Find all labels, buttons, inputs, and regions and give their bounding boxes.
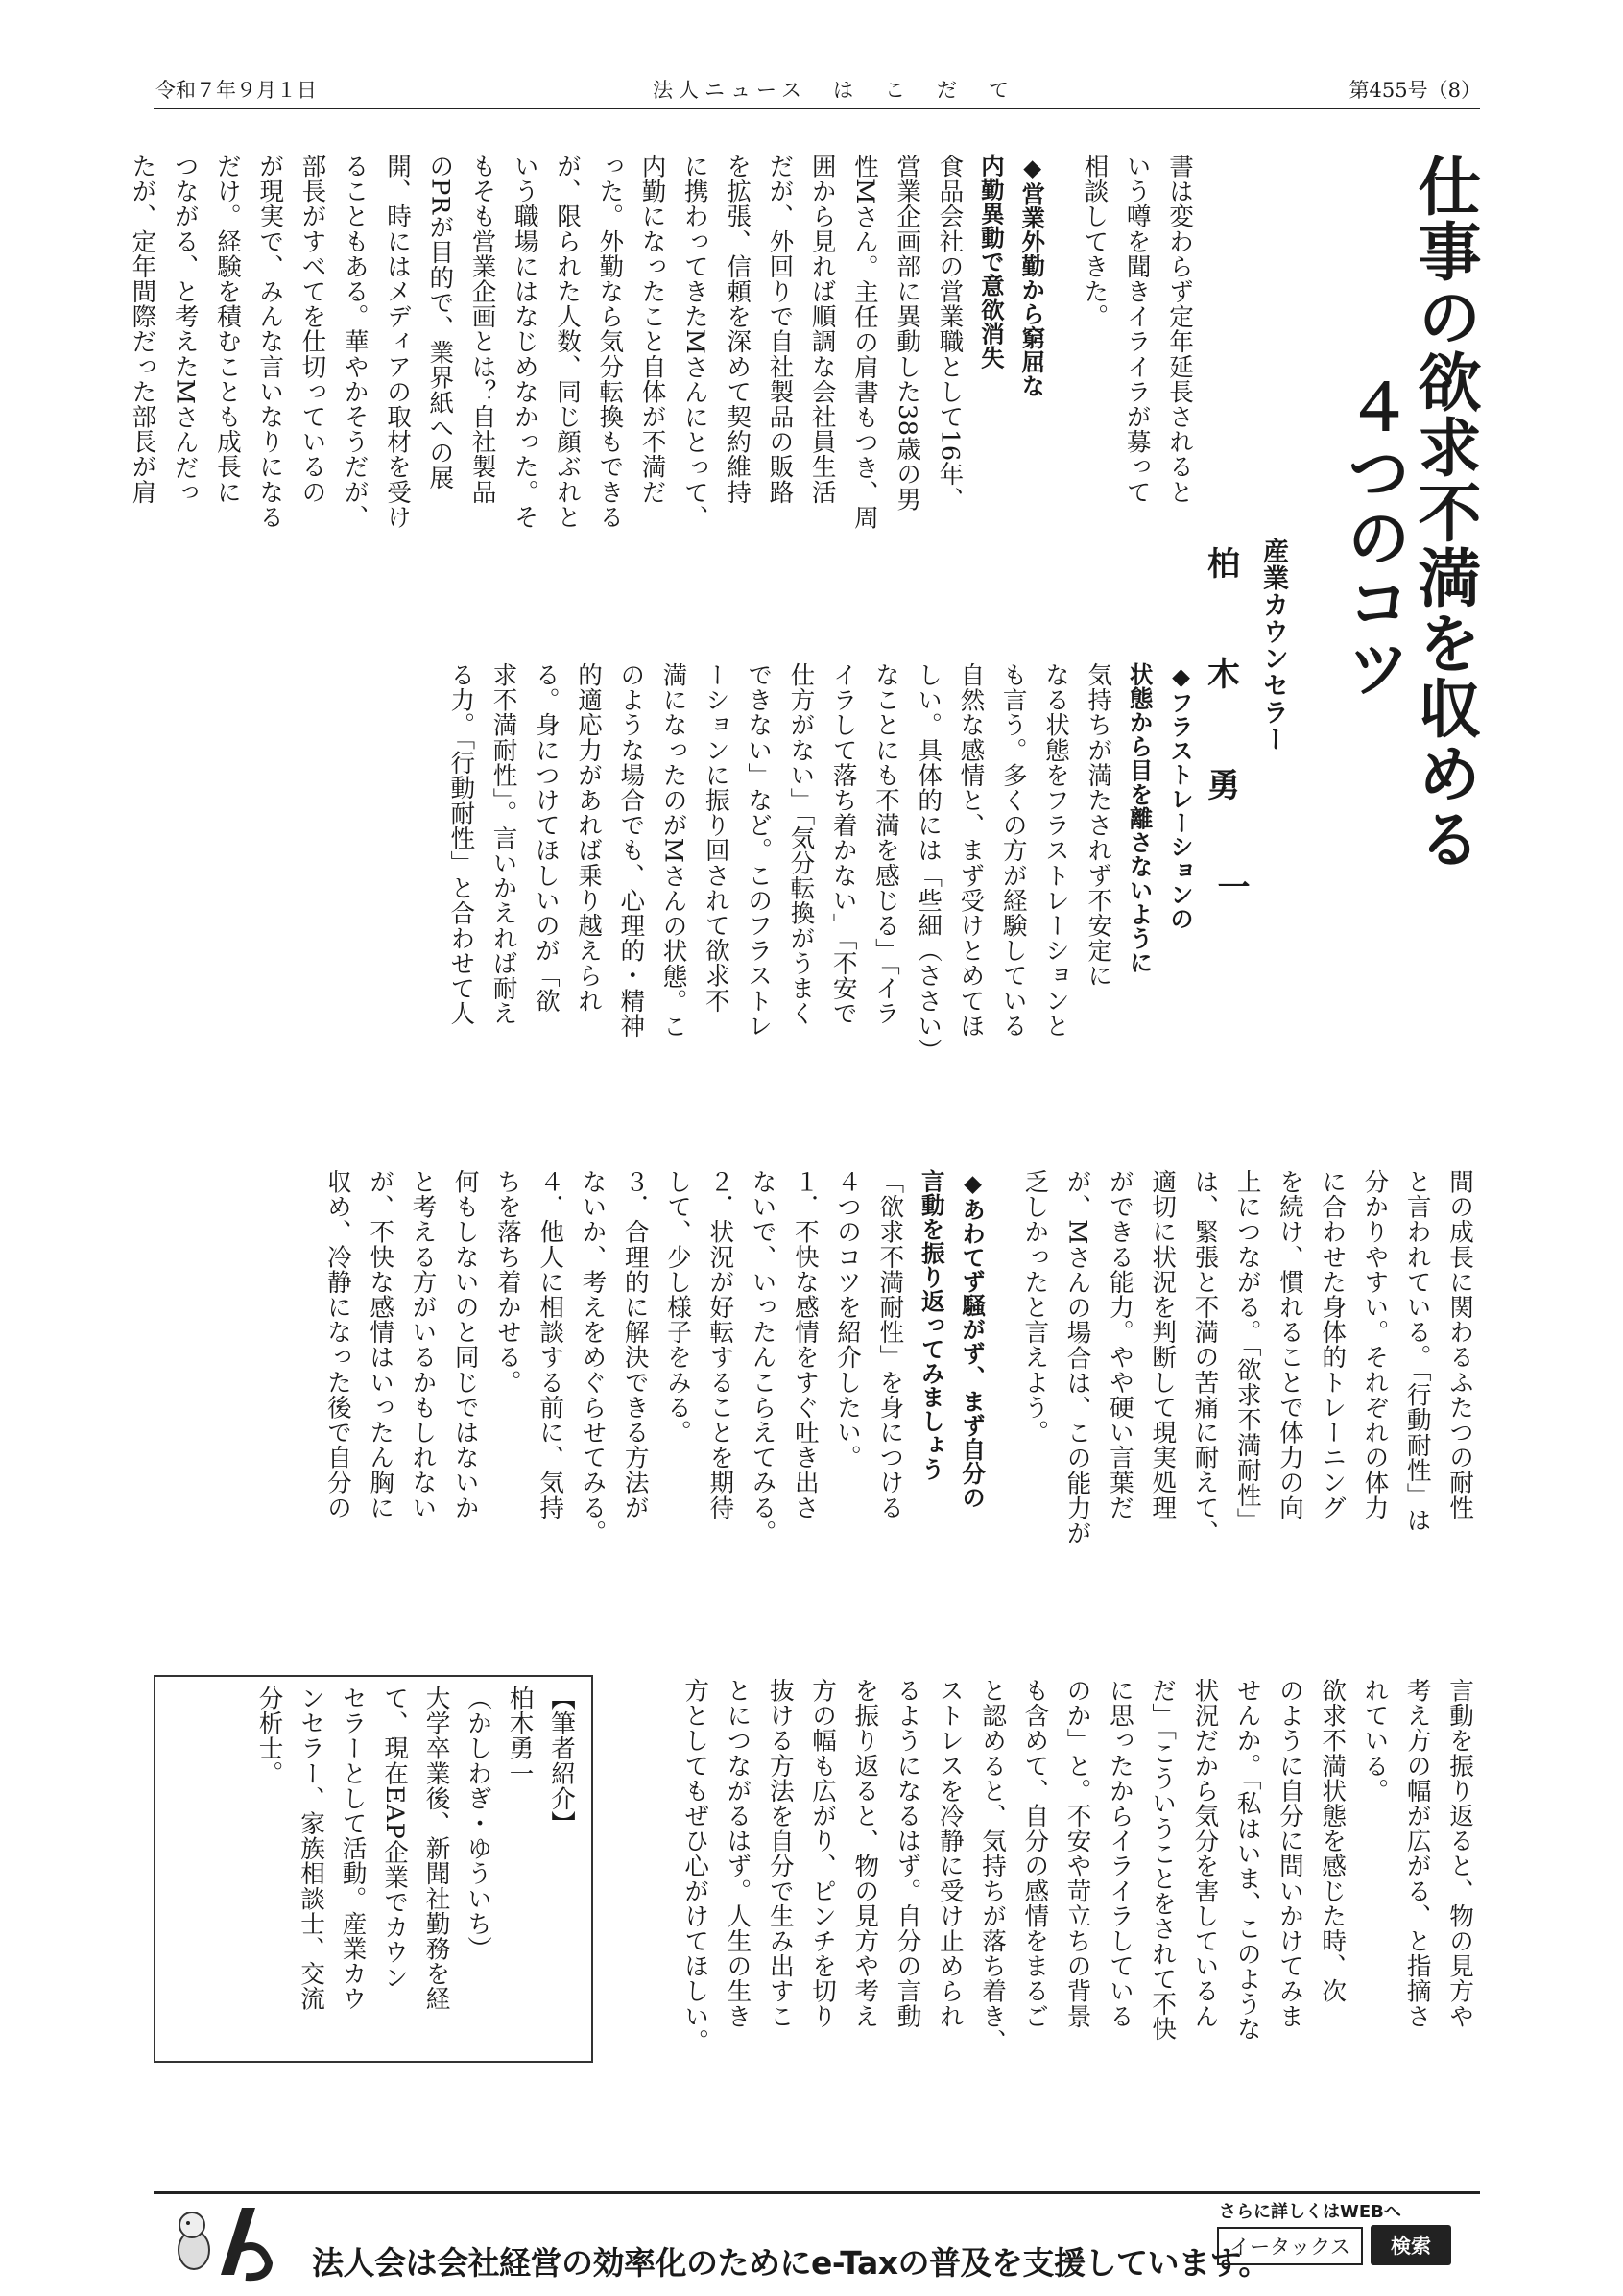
body-line: と考える方がいるかもしれない: [408, 1169, 438, 1520]
body-line: 内勤になったこと自体が不満だ: [637, 154, 667, 505]
body-line: 食品会社の営業職として16年、: [935, 154, 965, 512]
body-line: 状況だから気分を害しているん: [1190, 1678, 1220, 2029]
author-name-char: 木: [1207, 656, 1240, 695]
section-heading-line: ◆営業外勤から窮屈な: [1018, 154, 1047, 398]
body-line: ることもある。華やかそうだが、: [340, 154, 370, 530]
tier-3: [147, 1169, 1481, 1639]
body-line: が、不快な感情はいったん胸に: [366, 1169, 395, 1520]
body-line: が現実で、みんな言いなりになる: [255, 154, 285, 530]
body-line: 何もしないのと同じではないか: [450, 1169, 480, 1520]
profile-heading: 【筆者紹介】: [547, 1686, 576, 1836]
body-line: たが、定年間際だった部長が肩: [128, 154, 157, 505]
newspaper-name: 法人ニュース は こ だ て: [653, 79, 1014, 102]
author-profile: [248, 1686, 582, 2054]
body-line: のような場合でも、心理的・精神: [616, 662, 646, 1039]
search-button: 検索: [1371, 2225, 1451, 2265]
profile-line: セラーとして活動。産業カウ: [338, 1686, 368, 2012]
spacer: [992, 1169, 1014, 1639]
body-line: のように自分に問いかけてみま: [1275, 1678, 1304, 2029]
body-line: のPRが目的で、業界紙への展: [425, 154, 455, 490]
body-line: いう職場にはなじめなかった。そ: [510, 154, 539, 530]
body-line: 収め、冷静になった後で自分の: [322, 1169, 352, 1520]
body-line: いう噂を聞きイライラが募って: [1122, 154, 1152, 505]
body-line: に携わってきたMさんにとって、: [680, 154, 709, 531]
body-line: 開、時にはメディアの取材を受け: [383, 154, 412, 530]
footer-rule: [154, 2191, 1480, 2194]
body-line: 方としてもぜひ心がけてほしい。: [680, 1678, 710, 2054]
section-heading-line: 状態から目を離さないように: [1126, 662, 1155, 974]
body-line: しい。具体的には「些細（ささい）: [914, 662, 943, 1064]
body-line: 分かりやすい。それぞれの体力: [1360, 1169, 1390, 1520]
body-line: ３．合理的に解決できる方法が: [620, 1169, 650, 1520]
body-line: る力。「行動耐性」と合わせて人: [446, 662, 476, 1026]
body-line: 満になったのがMさんの状態。こ: [658, 662, 688, 1040]
body-line: 言動を振り返ると、物の見方や: [1445, 1678, 1474, 2029]
body-line: ーションに振り回されて欲求不: [701, 662, 730, 1014]
body-line: 気持ちが満たされず不安定に: [1084, 662, 1113, 989]
header-rule: [154, 108, 1480, 109]
body-line: 欲求不満状態を感じた時、次: [1318, 1678, 1348, 2004]
body-line: ができる能力。やや硬い言葉だ: [1105, 1169, 1134, 1520]
profile-line: ンセラー、家族相談士、交流: [297, 1686, 325, 2012]
body-line: 書は変わらず定年延長されると: [1165, 154, 1194, 505]
body-line: も含めて、自分の感情をまるご: [1020, 1678, 1050, 2029]
body-line: ちを落ち着かせる。: [492, 1169, 522, 1395]
body-line: して、少し様子をみる。: [663, 1169, 692, 1446]
body-line: も言う。多くの方が経験している: [998, 662, 1028, 1039]
author-name: [1207, 538, 1254, 902]
body-line: った。外勤なら気分転換もできる: [595, 154, 625, 530]
body-line: だが、外回りで自社製品の販路: [765, 154, 795, 505]
title-line-1: 仕事の欲求不満を収める: [1407, 154, 1481, 872]
body-line: ２．状況が好転することを期待: [705, 1169, 735, 1520]
body-line: を振り返ると、物の見方や考え: [850, 1678, 880, 2029]
body-line: せんか。「私はいま、このような: [1232, 1678, 1262, 2042]
body-line: 方の幅も広がり、ピンチを切り: [808, 1678, 838, 2029]
body-line: 性Mさん。主任の肩書もつき、周: [849, 154, 879, 531]
tier-4: [540, 1678, 1481, 2177]
body-line: に思ったからイライラしている: [1105, 1678, 1134, 2029]
footer-slogan: 法人会は会社経営の効率化のためにe-Taxの普及を支援しています。: [312, 2244, 1270, 2282]
body-line: 部長がすべてを仕切っているの: [298, 154, 327, 505]
body-line: れている。: [1360, 1678, 1390, 1804]
body-line: 的適応力があれば乗り越えられ: [574, 662, 604, 1014]
title-line-2: ４つのコツ: [1336, 374, 1411, 701]
author-name-char: 一: [1211, 869, 1250, 902]
issue-number: 第455号（8）: [1349, 79, 1481, 102]
profile-line: 柏木勇一: [505, 1686, 535, 1786]
body-line: と言われている。「行動耐性」は: [1402, 1169, 1432, 1533]
body-line: は、緊張と不満の苦痛に耐えて、: [1190, 1169, 1220, 1545]
body-line: できない」など。このフラストレ: [744, 662, 774, 1039]
body-line: 考え方の幅が広がる、と指摘さ: [1402, 1678, 1432, 2029]
article-title: [1337, 154, 1479, 1209]
body-line: １．不快な感情をすぐ吐き出さ: [790, 1169, 820, 1520]
body-line: を続け、慣れることで体力の向: [1275, 1169, 1304, 1520]
body-line: 相談してきた。: [1080, 154, 1110, 329]
body-line: 「欲求不満耐性」を身につける: [875, 1169, 905, 1520]
body-line: だけ。経験を積むことも成長に: [212, 154, 242, 505]
body-line: ストレスを冷静に受け止められ: [935, 1678, 965, 2029]
byline: [1207, 538, 1292, 1152]
section-heading-line: 内勤異動で意欲消失: [977, 154, 1006, 370]
body-line: 抜ける方法を自分で生み出すこ: [765, 1678, 795, 2029]
mascot-logo-icon: [163, 2196, 278, 2283]
body-line: を拡張、信頼を深めて契約維持: [723, 154, 752, 505]
profile-line: て、現在EAP企業でカウン: [380, 1686, 409, 1990]
section-heading-line: ◆フラストレーションの: [1167, 662, 1195, 931]
profile-line: 大学卒業後、新聞社勤務を経: [421, 1686, 451, 2012]
body-line: とにつながるはず。人生の生き: [723, 1678, 752, 2029]
body-line: が、Mさんの場合は、この能力が: [1062, 1169, 1092, 1546]
author-name-char: 勇: [1207, 766, 1240, 805]
body-line: ４つのコツを紹介したい。: [833, 1169, 863, 1471]
body-line: 囲から見れば順調な会社員生活: [807, 154, 837, 505]
body-line: る。身につけてほしいのが「欲: [531, 662, 561, 1014]
body-line: 適切に状況を判断して現実処理: [1148, 1169, 1178, 1520]
body-line: ないで、いったんこらえてみる。: [748, 1169, 777, 1545]
body-line: 自然な感情と、まず受けとめてほ: [956, 662, 986, 1039]
body-line: るようになるはず。自分の言動: [893, 1678, 922, 2029]
body-line: ないか、考えをめぐらせてみる。: [578, 1169, 608, 1545]
body-line: 上につながる。「欲求不満耐性」: [1232, 1169, 1262, 1533]
web-more-label: さらに詳しくはWEBへ: [1219, 2202, 1401, 2222]
body-line: が、限られた人数、同じ顔ぶれと: [553, 154, 583, 530]
author-role: 産業カウンセラー: [1258, 538, 1288, 753]
issue-date: 令和７年９月１日: [155, 79, 317, 102]
section-heading-line: 言動を振り返ってみましょう: [918, 1169, 946, 1481]
tier-2: [241, 662, 1201, 1185]
body-line: もそも営業企画とは？自社製品: [467, 154, 497, 505]
body-line: ４．他人に相談する前に、気持: [536, 1169, 565, 1520]
body-line: 間の成長に関わるふたつの耐性: [1445, 1169, 1474, 1520]
profile-line: （かしわぎ・ゆういち）: [464, 1686, 492, 1962]
body-line: と認めると、気持ちが落ち着き、: [978, 1678, 1008, 2054]
author-name-char: 柏: [1207, 545, 1240, 584]
body-line: イラして落ち着かない」「不安で: [828, 662, 858, 1026]
body-line: のか」と。不安や苛立ちの背景: [1062, 1678, 1092, 2029]
body-line: なことにも不満を感じる」「イラ: [871, 662, 900, 1026]
section-heading-line: ◆あわてず騒がず、まず自分の: [959, 1169, 988, 1510]
body-line: 営業企画部に異動した38歳の男: [893, 154, 922, 512]
body-line: だ」「こういうことをされて不快: [1148, 1678, 1178, 2042]
body-line: つながる、と考えたMさんだっ: [170, 154, 200, 506]
body-line: なる状態をフラストレーションと: [1040, 662, 1070, 1039]
body-line: 仕方がない」「気分転換がうまく: [786, 662, 816, 1026]
body-line: 求不満耐性」。言いかえれば耐え: [489, 662, 518, 1026]
profile-line: 分析士。: [254, 1686, 284, 1786]
search-term-box: イータックス: [1217, 2227, 1363, 2265]
body-line: 乏しかったと言えよう。: [1020, 1169, 1050, 1446]
body-line: に合わせた身体的トレーニング: [1318, 1169, 1348, 1520]
